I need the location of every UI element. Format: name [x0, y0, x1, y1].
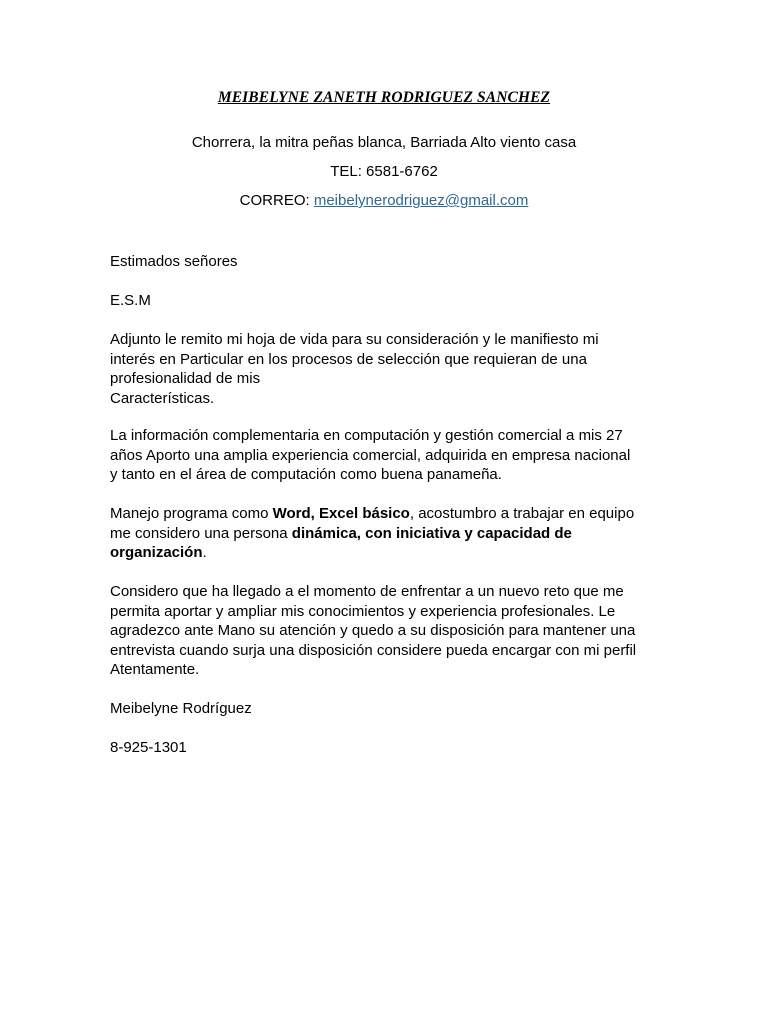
applicant-name-heading: MEIBELYNE ZANETH RODRIGUEZ SANCHEZ	[217, 89, 551, 106]
info-paragraph	[110, 426, 670, 485]
skills-text: .	[202, 544, 207, 562]
skills-paragraph	[110, 504, 670, 563]
greeting: Estimados señores	[110, 253, 238, 270]
esm-abbreviation: E.S.M	[110, 292, 151, 309]
skills-text: Manejo programa como	[110, 505, 273, 522]
address-line: Chorrera, la mitra peñas blanca, Barriada Alto viento casa	[191, 134, 577, 151]
skills-line	[110, 504, 670, 524]
closing-line: Considero que ha llegado a el momento de enfrentar a un nuevo reto que me	[110, 583, 624, 600]
email-line	[0, 192, 768, 209]
closing-line: agradezco ante Mano su atención y quedo a su disposición para mantener una	[110, 622, 636, 640]
id-number: 8-925-1301	[110, 739, 187, 756]
closing-paragraph	[110, 582, 670, 680]
closing-line: permita aportar y ampliar mis conocimientos y experiencia profesionales. Le	[110, 602, 616, 620]
intro-line: Adjunto le remito mi hoja de vida para su consideración y le manifiesto mi	[110, 331, 599, 348]
email-link[interactable]: meibelynerodriguez@gmail.com	[313, 192, 529, 209]
email-label: CORREO:	[239, 192, 314, 209]
closing-line: entrevista cuando surja una disposición considere pueda encargar con mi perfil	[110, 641, 637, 659]
info-line: y tanto en el área de computación como buena panameña.	[110, 466, 502, 484]
info-line: La información complementaria en computación y gestión comercial a mis 27	[110, 427, 623, 444]
skills-bold-text: organización	[110, 544, 203, 562]
intro-line: Características.	[110, 389, 215, 407]
skills-bold-text: Word, Excel básico	[272, 505, 410, 522]
intro-line: interés en Particular en los procesos de selección que requieran de una	[110, 350, 587, 368]
skills-line	[110, 543, 670, 563]
phone-line: TEL: 6581-6762	[330, 163, 438, 180]
info-line: años Aporto una amplia experiencia comercial, adquirida en empresa nacional	[110, 446, 631, 464]
skills-bold-text: dinámica, con iniciativa y capacidad de	[291, 524, 572, 542]
intro-line: profesionalidad de mis	[110, 370, 261, 388]
intro-paragraph	[110, 330, 670, 408]
skills-line	[110, 524, 670, 544]
skills-text: me considero una persona	[110, 524, 292, 542]
closing-line: Atentamente.	[110, 661, 200, 679]
skills-text: , acostumbro a trabajar en equipo	[409, 505, 635, 522]
signature-name: Meibelyne Rodríguez	[110, 700, 252, 717]
